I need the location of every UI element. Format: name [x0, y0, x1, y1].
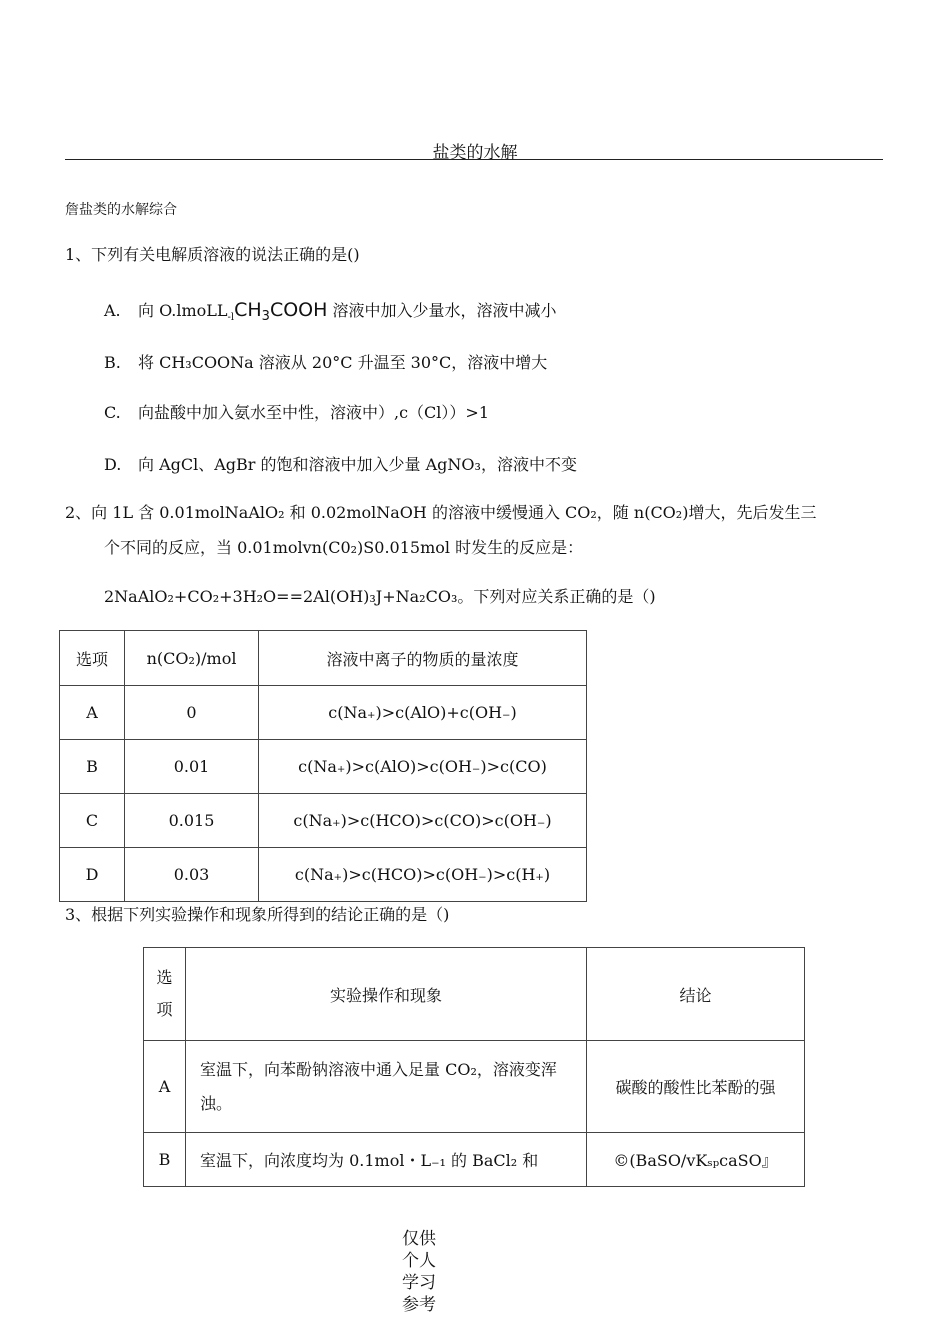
q1-option-c — [104, 400, 489, 423]
q3-table-header: 实验操作和现象 — [186, 948, 587, 1041]
q3-cell-operation: 室温下，向浓度均为 0.1mol・L₋₁ 的 BaCl₂ 和 — [186, 1133, 587, 1187]
q1-option-c-label: C. — [104, 403, 121, 422]
q1-option-a-sup: -l — [227, 312, 235, 324]
q2-cell-option: A — [60, 686, 125, 740]
footer-note: 仅供个人学习参考 — [402, 1229, 436, 1315]
table-row — [60, 686, 587, 740]
q1-option-b — [104, 350, 547, 373]
q1-option-a-label: A. — [104, 301, 121, 320]
q2-table-header: 溶液中离子的物质的量浓度 — [259, 631, 587, 686]
q2-table-header: n(CO₂)/mol — [125, 631, 259, 686]
q3-table-header: 结论 — [587, 948, 805, 1041]
q1-stem: 1、下列有关电解质溶液的说法正确的是() — [65, 245, 360, 264]
q3-cell-conclusion: 碳酸的酸性比苯酚的强 — [587, 1041, 805, 1133]
q2-cell-concentration: c(Na₊)>c(HCO)>c(CO)>c(OH₋) — [259, 794, 587, 848]
table-row — [144, 1133, 805, 1187]
q2-line2: 个不同的反应，当 0.01molvn(C0₂)S0.015mol 时发生的反应是： — [104, 538, 584, 557]
q1-option-a-text-a: 向 O.lmoLL — [138, 301, 228, 320]
q3-cell-conclusion: ©(BaSO/vKₛₚcaSO』 — [587, 1133, 805, 1187]
q3-table-header — [144, 948, 186, 1041]
q2-cell-concentration: c(Na₊)>c(HCO)>c(OH₋)>c(H₊) — [259, 848, 587, 902]
table-row — [144, 1041, 805, 1133]
q2-cell-concentration: c(Na₊)>c(AlO)+c(OH₋) — [259, 686, 587, 740]
q1-option-d-text: 向 AgCl、AgBr 的饱和溶液中加入少量 AgNO₃，溶液中不变 — [138, 455, 577, 474]
q2-table-header-row — [60, 631, 587, 686]
q2-cell-amount: 0.01 — [125, 740, 259, 794]
q2-cell-option: B — [60, 740, 125, 794]
q1-option-a-text-d: 溶液中加入少量水，溶液中减小 — [332, 301, 557, 320]
q3-cell-option: B — [144, 1133, 186, 1187]
q1-option-a-sub: 3 — [261, 309, 270, 325]
q1-option-b-label: B. — [104, 353, 121, 372]
q1-option-c-text: 向盐酸中加入氨水至中性，溶液中）,c（Cl））>1 — [138, 403, 489, 422]
q2-cell-option: C — [60, 794, 125, 848]
q2-cell-concentration: c(Na₊)>c(AlO)>c(OH₋)>c(CO) — [259, 740, 587, 794]
page-title: 盐类的水解 — [432, 143, 518, 163]
q2-table-header: 选项 — [60, 631, 125, 686]
q1-option-a — [104, 298, 557, 324]
table-row — [60, 740, 587, 794]
q1-option-a-cooh: COOH — [269, 299, 328, 321]
q2-cell-amount: 0.015 — [125, 794, 259, 848]
q1-option-b-text: 将 CH₃COONa 溶液从 20°C 升温至 30°C，溶液中增大 — [138, 353, 548, 372]
q2-cell-amount: 0.03 — [125, 848, 259, 902]
q2-line3: 2NaAlO₂+CO₂+3H₂O==2Al(OH)₃J+Na₂CO₃。下列对应关系正确的是（) — [104, 587, 656, 606]
table-row — [60, 848, 587, 902]
q2-cell-option: D — [60, 848, 125, 902]
q2-line1: 2、向 1L 含 0.01molNaAlO₂ 和 0.02molNaOH 的溶液中缓慢通入 CO₂，随 n(CO₂)增大，先后发生三 — [65, 503, 817, 522]
q3-stem: 3、根据下列实验操作和现象所得到的结论正确的是（) — [65, 905, 450, 924]
q1-option-a-ch: CH — [234, 299, 262, 321]
q3-table-header-row — [144, 948, 805, 1041]
section-label: 詹盐类的水解综合 — [65, 202, 177, 218]
q3-table-header-option: 选项 — [156, 968, 173, 1019]
title-underline — [65, 159, 883, 160]
q3-table — [143, 947, 805, 1187]
table-row — [60, 794, 587, 848]
q2-cell-amount: 0 — [125, 686, 259, 740]
q2-table — [59, 630, 587, 902]
q1-option-d — [104, 452, 577, 475]
q1-option-d-label: D. — [104, 455, 122, 474]
q3-cell-option: A — [144, 1041, 186, 1133]
q3-cell-operation: 室温下，向苯酚钠溶液中通入足量 CO₂，溶液变浑浊。 — [186, 1041, 587, 1133]
